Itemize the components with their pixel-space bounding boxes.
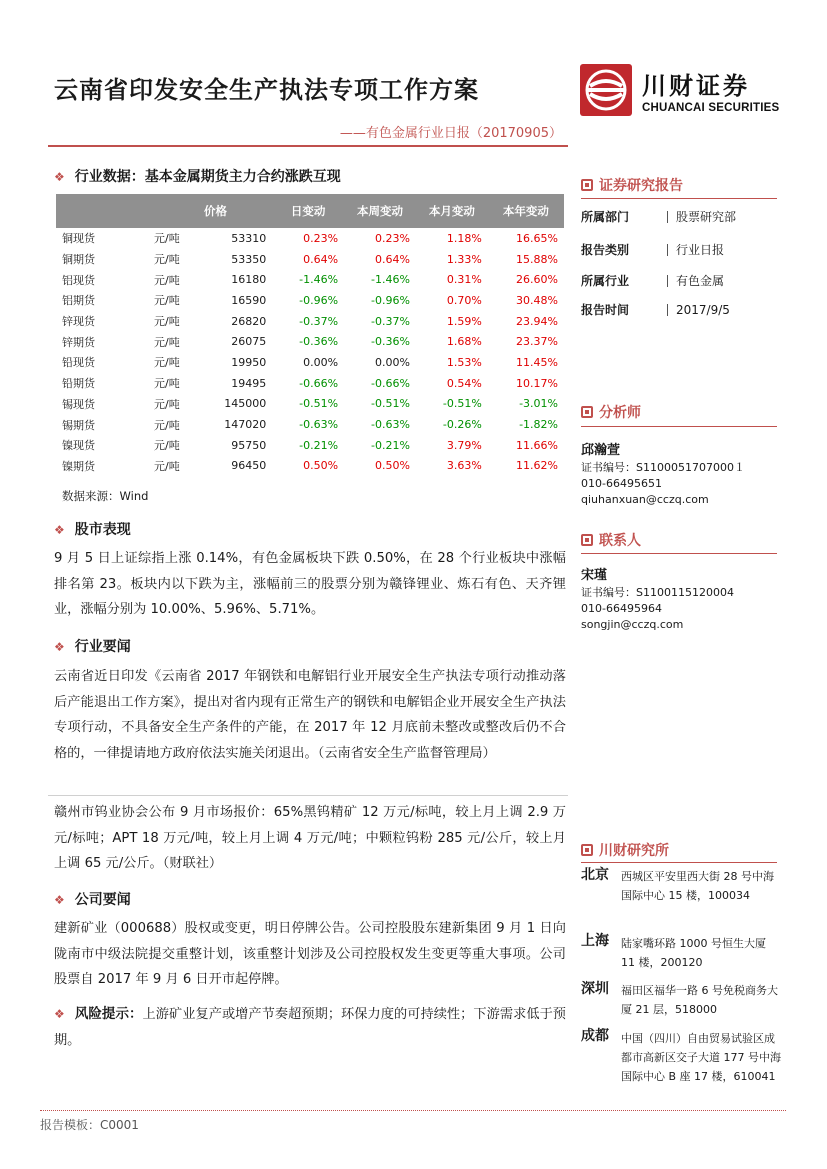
analyst-phone: 010-66495651 bbox=[581, 477, 662, 490]
day-change-cell: -0.63% bbox=[299, 418, 339, 432]
report-subtitle: ——有色金属行业日报（20170905） bbox=[339, 126, 562, 141]
price-cell: 16590 bbox=[231, 293, 267, 307]
month-change-cell: 1.68% bbox=[446, 335, 482, 349]
unit-cell: 元/吨 bbox=[154, 439, 180, 453]
diamond-bullet-icon: ❖ bbox=[54, 1007, 65, 1021]
column-header-price: 价格 bbox=[196, 194, 272, 228]
unit-cell: 元/吨 bbox=[154, 232, 180, 246]
week-change-cell: -0.36% bbox=[371, 335, 410, 349]
sidebar-divider bbox=[581, 553, 777, 554]
day-change-cell: 0.23% bbox=[303, 231, 339, 245]
year-change-cell: 30.48% bbox=[516, 293, 558, 307]
metal-name-cell: 铜现货 bbox=[62, 232, 95, 246]
metal-name-cell: 锌现货 bbox=[62, 315, 95, 329]
institute-heading: 川财研究所 bbox=[581, 840, 669, 860]
office-address-beijing: 西城区平安里西大街 28 号中海国际中心 15 楼，100034 bbox=[621, 870, 774, 902]
table-row bbox=[56, 228, 564, 249]
unit-cell: 元/吨 bbox=[154, 459, 180, 473]
title-divider bbox=[48, 145, 568, 147]
table-header-row bbox=[56, 194, 564, 228]
week-change-cell: 0.00% bbox=[375, 355, 410, 369]
price-cell: 147020 bbox=[224, 418, 267, 432]
year-change-cell: 16.65% bbox=[516, 231, 558, 245]
table-row bbox=[56, 269, 564, 290]
day-change-cell: 0.50% bbox=[303, 459, 339, 473]
sidebar-divider bbox=[581, 426, 777, 427]
footer-template-code: 报告模板：C0001 bbox=[40, 1118, 139, 1132]
week-change-cell: 0.64% bbox=[375, 252, 410, 266]
price-cell: 26075 bbox=[231, 335, 267, 349]
risk-text: 上游矿业复产或增产节奏超预期；环保力度的可持续性；下游需求低于预期。 bbox=[54, 1007, 566, 1048]
logo-mark-icon bbox=[580, 64, 632, 116]
month-change-cell: 3.79% bbox=[446, 438, 482, 452]
table-row bbox=[56, 331, 564, 352]
contact-name: 宋瑾 bbox=[581, 568, 608, 583]
table-row bbox=[56, 373, 564, 394]
paragraph-divider bbox=[48, 795, 568, 796]
week-change-cell: -0.37% bbox=[371, 314, 410, 328]
price-cell: 26820 bbox=[231, 314, 267, 328]
month-change-cell: -0.26% bbox=[442, 418, 482, 432]
price-cell: 19495 bbox=[231, 376, 267, 390]
price-cell: 145000 bbox=[224, 397, 267, 411]
day-change-cell: -0.21% bbox=[299, 438, 339, 452]
office-city-chengdu: 成都 bbox=[581, 1028, 609, 1044]
month-change-cell: 0.70% bbox=[446, 293, 482, 307]
analyst-name: 邱瀚萱 bbox=[581, 443, 621, 458]
week-change-cell: -0.66% bbox=[371, 376, 410, 390]
month-change-cell: 0.31% bbox=[446, 273, 482, 287]
year-change-cell: 23.94% bbox=[516, 314, 558, 328]
sidebar-divider bbox=[581, 198, 777, 199]
month-change-cell: 1.53% bbox=[446, 355, 482, 369]
square-bullet-icon bbox=[581, 406, 593, 418]
unit-cell: 元/吨 bbox=[154, 294, 180, 308]
company-news-paragraph: 建新矿业（000688）股权或变更，明日停牌公告。公司控股股东建新集团 9 月 1 日向陇南市中级法院提交重整计划，该重整计划涉及公司控股权发生变更等重大事项。公司股票自 2017 年 9 月 6 日开市起停牌。 bbox=[54, 921, 566, 988]
industry-news-paragraph-1: 云南省近日印发《云南省 2017 年钢铁和电解铝行业开展安全生产执法专项行动推动落后产能退出工作方案》，提出对省内现有正常生产的钢铁和电解铝企业开展安全生产执法专项行动，不具备安全生产条件的产能，在 2017 年 12 月底前未整改或整改后仍不合格的，一律提请地方政府依法实施关闭退出。（云南省安全生产监督管理局） bbox=[54, 669, 566, 761]
price-cell: 96450 bbox=[231, 459, 267, 473]
day-change-cell: 0.00% bbox=[303, 355, 339, 369]
column-header-day: 日变动 bbox=[272, 194, 344, 228]
table-row bbox=[56, 435, 564, 456]
logo-chinese-name: 川财证券 bbox=[642, 72, 750, 100]
industry-data-text: 基本金属期货主力合约涨跌互现 bbox=[144, 169, 341, 185]
price-cell: 16180 bbox=[231, 273, 267, 287]
contact-heading: 联系人 bbox=[581, 530, 641, 550]
industry-news-heading: ❖ 行业要闻 bbox=[54, 639, 131, 655]
unit-cell: 元/吨 bbox=[154, 418, 180, 432]
year-change-cell: -3.01% bbox=[519, 397, 558, 411]
week-change-cell: 0.50% bbox=[375, 459, 410, 473]
industry-data-heading bbox=[54, 166, 341, 186]
year-change-cell: 11.66% bbox=[516, 438, 558, 452]
table-row bbox=[56, 249, 564, 270]
day-change-cell: -1.46% bbox=[299, 273, 339, 287]
contact-phone: 010-66495964 bbox=[581, 602, 662, 615]
metal-name-cell: 铅现货 bbox=[62, 356, 95, 370]
table-row bbox=[56, 394, 564, 415]
metal-name-cell: 锡期货 bbox=[62, 418, 95, 432]
footer-divider bbox=[40, 1110, 786, 1111]
year-change-cell: 11.62% bbox=[516, 459, 558, 473]
metal-name-cell: 镍期货 bbox=[62, 459, 95, 473]
price-cell: 19950 bbox=[231, 355, 267, 369]
month-change-cell: 1.59% bbox=[446, 314, 482, 328]
industry-news-paragraph-2: 赣州市钨业协会公布 9 月市场报价：65%黑钨精矿 12 万元/标吨，较上月上调 2.9 万元/标吨；APT 18 万元/吨，较上月上调 4 万元/吨；中颗粒钨粉 285 元/公斤，较上月上调 65 元/公斤。（财联社） bbox=[54, 805, 566, 872]
metals-price-table bbox=[56, 194, 564, 476]
week-change-cell: -0.96% bbox=[371, 293, 410, 307]
week-change-cell: -0.51% bbox=[371, 397, 410, 411]
table-row bbox=[56, 352, 564, 373]
unit-cell: 元/吨 bbox=[154, 253, 180, 267]
square-bullet-icon bbox=[581, 534, 593, 546]
meta-report-date: 报告时间 2017/9/5 bbox=[581, 303, 730, 317]
month-change-cell: 1.33% bbox=[446, 252, 482, 266]
unit-cell: 元/吨 bbox=[154, 397, 180, 411]
risk-label: 风险提示： bbox=[74, 1006, 143, 1022]
square-bullet-icon bbox=[581, 179, 593, 191]
office-city-beijing: 北京 bbox=[581, 867, 609, 883]
day-change-cell: -0.51% bbox=[299, 397, 339, 411]
diamond-bullet-icon: ❖ bbox=[54, 523, 65, 537]
company-news-heading: ❖ 公司要闻 bbox=[54, 892, 131, 908]
column-header bbox=[56, 194, 144, 228]
year-change-cell: -1.82% bbox=[519, 418, 558, 432]
month-change-cell: 0.54% bbox=[446, 376, 482, 390]
industry-data-label: 行业数据： bbox=[74, 169, 145, 185]
table-row bbox=[56, 456, 564, 477]
year-change-cell: 11.45% bbox=[516, 355, 558, 369]
table-row bbox=[56, 311, 564, 332]
metal-name-cell: 铜期货 bbox=[62, 253, 95, 267]
price-cell: 53350 bbox=[231, 252, 267, 266]
table-row bbox=[56, 290, 564, 311]
day-change-cell: -0.36% bbox=[299, 335, 339, 349]
company-logo bbox=[580, 64, 780, 124]
month-change-cell: 1.18% bbox=[446, 231, 482, 245]
logo-english-name: CHUANCAI SECURITIES bbox=[642, 102, 780, 114]
unit-cell: 元/吨 bbox=[154, 315, 180, 329]
diamond-bullet-icon: ❖ bbox=[54, 640, 65, 654]
metal-name-cell: 铅期货 bbox=[62, 377, 95, 391]
column-header-year: 本年变动 bbox=[488, 194, 564, 228]
square-bullet-icon bbox=[581, 844, 593, 856]
day-change-cell: -0.37% bbox=[299, 314, 339, 328]
column-header bbox=[144, 194, 196, 228]
price-cell: 53310 bbox=[231, 231, 267, 245]
stock-market-paragraph: 9 月 5 日上证综指上涨 0.14%，有色金属板块下跌 0.50%，在 28 个行业板块中涨幅排名第 23。板块内以下跌为主，涨幅前三的股票分别为赣锋锂业、炼石有色、天齐锂业，涨幅分别为 10.00%、5.96%、5.71%。 bbox=[54, 551, 566, 618]
contact-cert: 证书编号：S1100115120004 bbox=[581, 586, 734, 599]
column-header-week: 本周变动 bbox=[344, 194, 416, 228]
analyst-heading: 分析师 bbox=[581, 402, 641, 422]
meta-report-type: 报告类别 行业日报 bbox=[581, 243, 725, 257]
office-address-shenzhen: 福田区福华一路 6 号免税商务大厦 21 层，518000 bbox=[621, 984, 778, 1016]
unit-cell: 元/吨 bbox=[154, 356, 180, 370]
day-change-cell: -0.96% bbox=[299, 293, 339, 307]
metal-name-cell: 锌期货 bbox=[62, 335, 95, 349]
table-row bbox=[56, 414, 564, 435]
unit-cell: 元/吨 bbox=[154, 335, 180, 349]
price-cell: 95750 bbox=[231, 438, 267, 452]
month-change-cell: -0.51% bbox=[442, 397, 482, 411]
day-change-cell: -0.66% bbox=[299, 376, 339, 390]
diamond-bullet-icon: ❖ bbox=[54, 170, 65, 184]
column-header-month: 本月变动 bbox=[416, 194, 488, 228]
report-title: 云南省印发安全生产执法专项工作方案 bbox=[54, 75, 479, 104]
meta-industry: 所属行业 有色金属 bbox=[581, 274, 725, 288]
year-change-cell: 23.37% bbox=[516, 335, 558, 349]
office-city-shanghai: 上海 bbox=[581, 933, 609, 949]
month-change-cell: 3.63% bbox=[446, 459, 482, 473]
table-source: 数据来源：Wind bbox=[62, 489, 149, 503]
stock-market-heading: ❖ 股市表现 bbox=[54, 522, 131, 538]
diamond-bullet-icon: ❖ bbox=[54, 893, 65, 907]
week-change-cell: -1.46% bbox=[371, 273, 410, 287]
metal-name-cell: 镍现货 bbox=[62, 439, 95, 453]
contact-card bbox=[581, 568, 734, 633]
year-change-cell: 26.60% bbox=[516, 273, 558, 287]
year-change-cell: 10.17% bbox=[516, 376, 558, 390]
sidebar-divider bbox=[581, 862, 777, 863]
unit-cell: 元/吨 bbox=[154, 273, 180, 287]
week-change-cell: 0.23% bbox=[375, 231, 410, 245]
contact-email[interactable]: songjin@cczq.com bbox=[581, 618, 684, 631]
analyst-email[interactable]: qiuhanxuan@cczq.com bbox=[581, 493, 709, 506]
risk-warning-paragraph bbox=[54, 1002, 566, 1053]
office-address-chengdu: 中国（四川）自由贸易试验区成都市高新区交子大道 177 号中海国际中心 B 座 17 楼，610041 bbox=[621, 1032, 781, 1083]
metal-name-cell: 锡现货 bbox=[62, 397, 95, 411]
week-change-cell: -0.21% bbox=[371, 438, 410, 452]
analyst-card bbox=[581, 443, 745, 508]
office-address-shanghai: 陆家嘴环路 1000 号恒生大厦 11 楼，200120 bbox=[621, 937, 766, 969]
meta-department: 所属部门 股票研究部 bbox=[581, 210, 737, 224]
year-change-cell: 15.88% bbox=[516, 252, 558, 266]
metal-name-cell: 铝期货 bbox=[62, 294, 95, 308]
office-city-shenzhen: 深圳 bbox=[581, 981, 609, 997]
securities-report-heading: 证券研究报告 bbox=[581, 175, 683, 195]
unit-cell: 元/吨 bbox=[154, 377, 180, 391]
day-change-cell: 0.64% bbox=[303, 252, 339, 266]
analyst-cert: 证书编号：S1100051707000１ bbox=[581, 461, 745, 474]
week-change-cell: -0.63% bbox=[371, 418, 410, 432]
metal-name-cell: 铝现货 bbox=[62, 273, 95, 287]
